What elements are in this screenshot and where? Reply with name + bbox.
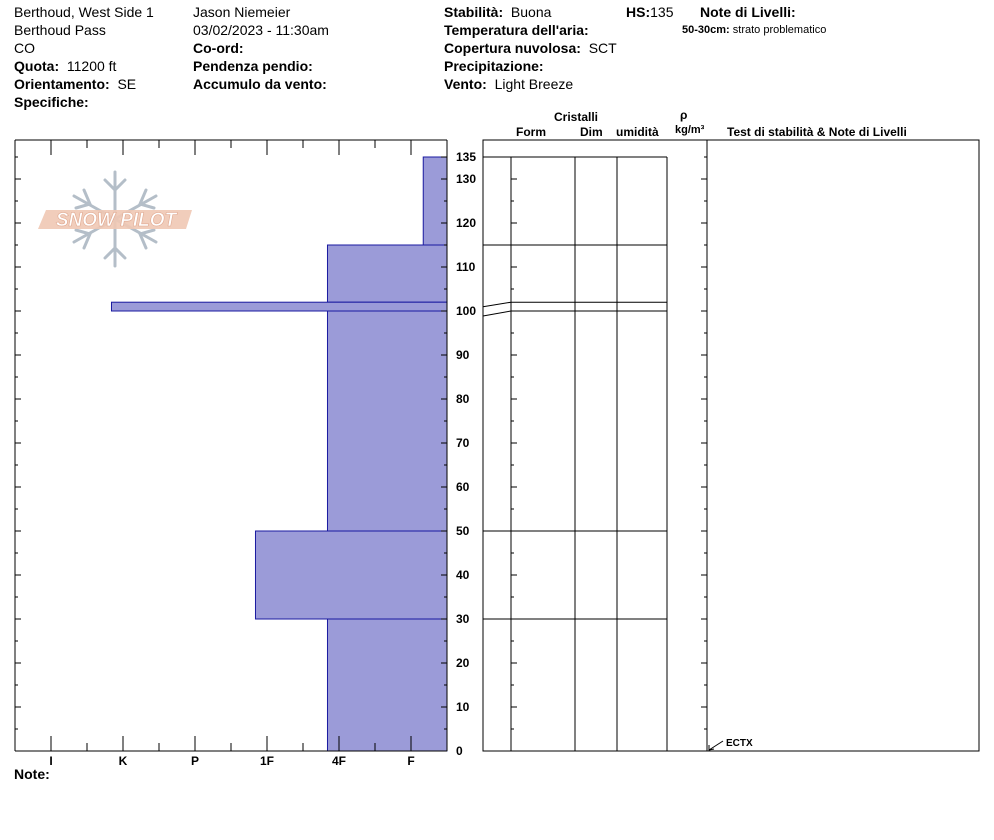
height-tick-label: 60 — [456, 480, 470, 494]
sky-value: SCT — [588, 40, 617, 56]
test-pointer — [709, 741, 723, 750]
elevation-label: Quota: — [14, 58, 60, 74]
hardness-bar — [327, 311, 447, 531]
stability-notes-header: Test di stabilità & Note di Livelli — [727, 125, 907, 139]
hardness-bar — [423, 157, 447, 245]
precip-label: Precipitazione: — [444, 58, 544, 74]
height-tick-label: 20 — [456, 656, 470, 670]
wind-value: Light Breeze — [494, 76, 574, 92]
height-tick-label: 100 — [456, 304, 477, 318]
height-tick-label: 135 — [456, 150, 477, 164]
height-tick-label: 10 — [456, 700, 470, 714]
size-header: Dim — [580, 125, 603, 139]
hardness-bar — [327, 619, 447, 751]
height-tick-label: 130 — [456, 172, 477, 186]
hardness-bar — [111, 302, 447, 311]
height-tick-label: 70 — [456, 436, 470, 450]
height-tick-label: 80 — [456, 392, 470, 406]
observation-datetime: 03/02/2023 - 11:30am — [193, 22, 329, 38]
hs-value: 135 — [650, 4, 674, 20]
stability-label: Stabilità: — [444, 4, 504, 20]
notes-label: Note: — [14, 766, 50, 782]
layers-grid-frame — [483, 140, 979, 751]
density-unit-header: kg/m³ — [675, 124, 705, 136]
air-temp-label: Temperatura dell'aria: — [444, 22, 589, 38]
sky-label: Copertura nuvolosa: — [444, 40, 581, 56]
observer-name: Jason Niemeier — [193, 4, 291, 20]
aspect-value: SE — [117, 76, 137, 92]
crystals-header: Cristalli — [554, 110, 599, 124]
elevation-value: 11200 ft — [66, 58, 117, 74]
height-tick-label: 120 — [456, 216, 477, 230]
area-name: Berthoud Pass — [14, 22, 106, 38]
wind-load-label: Accumulo da vento: — [193, 76, 327, 92]
hardness-bar — [327, 245, 447, 302]
hardness-bar — [255, 531, 447, 619]
layer-note-depth: 50-30cm: — [682, 24, 730, 36]
height-tick-label: 110 — [456, 260, 476, 274]
hardness-tick-label: I — [49, 754, 53, 768]
height-tick-label: 90 — [456, 348, 470, 362]
state-name: CO — [14, 40, 35, 56]
height-tick-label: 50 — [456, 524, 470, 538]
hardness-tick-label: 1F — [259, 754, 275, 768]
slope-label: Pendenza pendio: — [193, 58, 313, 74]
height-tick-label: 30 — [456, 612, 470, 626]
hs-label: HS: — [626, 4, 651, 20]
test-label: ECTX — [726, 738, 753, 749]
height-tick-label: 40 — [456, 568, 470, 582]
logo-text: SNOW PILOT — [55, 210, 177, 231]
snowpilot-logo — [38, 172, 192, 266]
moisture-header: umidità — [616, 125, 659, 139]
layer-notes-label: Note di Livelli: — [700, 4, 796, 20]
stability-value: Buona — [510, 4, 552, 20]
wind-label: Vento: — [444, 76, 487, 92]
layer-note-text: strato problematico — [732, 24, 827, 36]
form-header: Form — [516, 125, 546, 139]
hardness-tick-label: P — [190, 754, 200, 768]
coords-label: Co-ord: — [193, 40, 244, 56]
hardness-tick-label: F — [407, 754, 415, 768]
height-tick-label: 0 — [456, 744, 463, 758]
specifics-label: Specifiche: — [14, 94, 89, 110]
hardness-tick-label: K — [118, 754, 128, 768]
rho-header: ρ — [680, 108, 688, 122]
hardness-tick-label: 4F — [331, 754, 347, 768]
aspect-label: Orientamento: — [14, 76, 110, 92]
location-name: Berthoud, West Side 1 — [14, 4, 154, 20]
